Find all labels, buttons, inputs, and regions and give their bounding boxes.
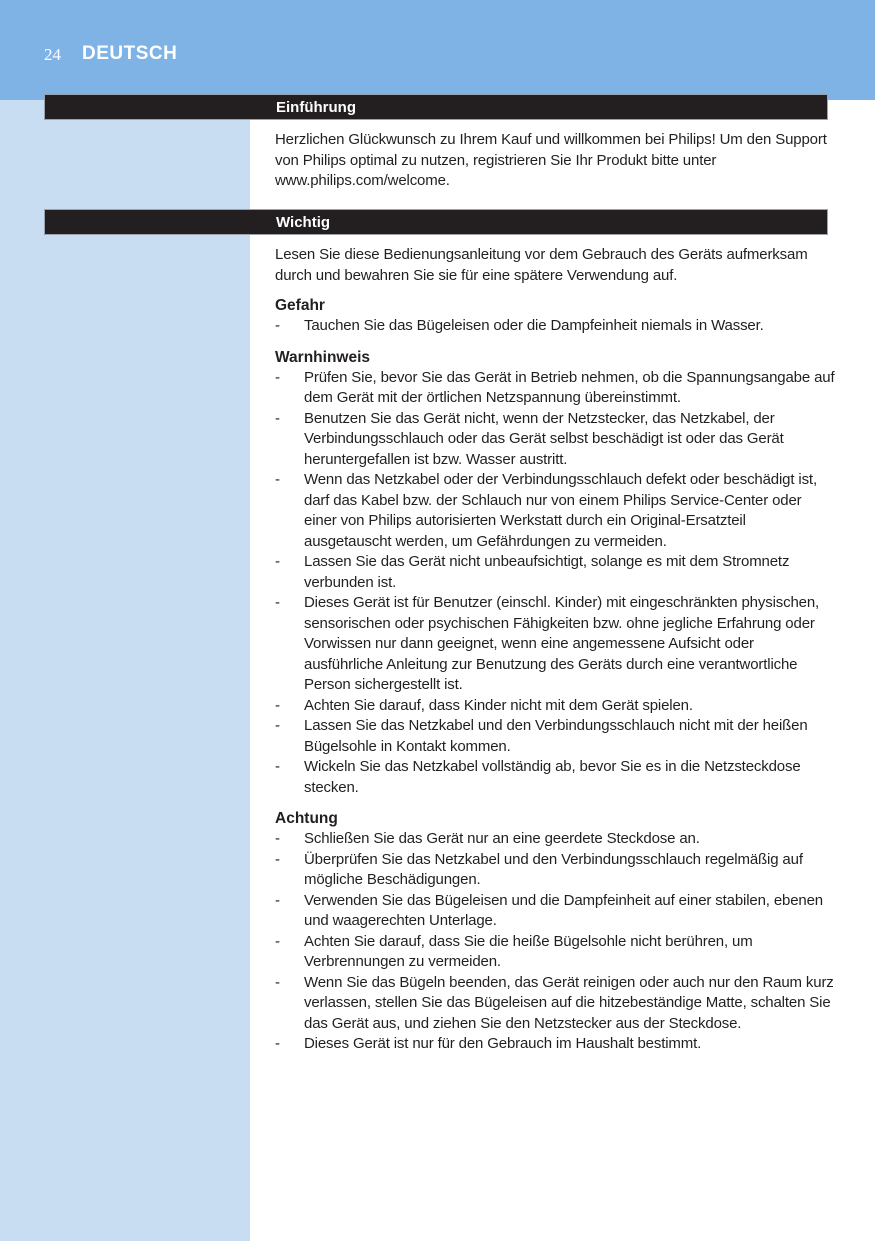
list-item (275, 973, 835, 1035)
list-item-text: Dieses Gerät ist nur für den Gebrauch im Haushalt bestimmt. (304, 1035, 702, 1052)
list-item (275, 470, 835, 552)
list-item-text: Tauchen Sie das Bügeleisen oder die Dampfeinheit niemals in Wasser. (304, 317, 764, 334)
dash-bullet: - (275, 553, 280, 570)
list-item-text: Wenn Sie das Bügeln beenden, das Gerät reinigen oder auch nur den Raum kurz verlassen, stellen Sie das Bügeleisen auf die hitzebeständige Matte, schalten Sie das Gerät aus, und ziehen Sie den Netzstecker aus der Steckdose. (304, 973, 834, 1032)
intro-paragraph: Herzlichen Glückwunsch zu Ihrem Kauf und willkommen bei Philips! Um den Support von Philips optimal zu nutzen, registrieren Sie Ihr Produkt bitte unter www.philips.com/welcome. (275, 131, 827, 189)
list-item (275, 757, 835, 798)
list-item-text: Dieses Gerät ist für Benutzer (einschl. Kinder) mit eingeschränkten physischen, sensorischen oder psychischen Fähigkeiten bzw. ohne jegliche Erfahrung oder Vorwissen nur dann geeignet, wenn eine angemessene Aufsicht oder ausführliche Anleitung zur Benutzung des Geräts durch eine verantwortliche Person sichergestellt ist. (304, 594, 820, 693)
dash-bullet: - (275, 368, 280, 386)
list-item (275, 316, 835, 337)
list-item (275, 1034, 835, 1055)
list-item (275, 696, 835, 717)
dash-bullet: - (275, 932, 280, 950)
list-item (275, 716, 835, 757)
dash-bullet: - (275, 1035, 280, 1052)
important-paragraph: Lesen Sie diese Bedienungsanleitung vor dem Gebrauch des Geräts aufmerksam durch und bewahren Sie sie für eine spätere Verwendung auf. (275, 246, 808, 284)
list-item-text: Benutzen Sie das Gerät nicht, wenn der Netzstecker, das Netzkabel, der Verbindungsschlauch oder das Gerät selbst beschädigt ist oder das Gerät heruntergefallen ist bzw. Wasser austritt. (304, 409, 784, 468)
caution-list (275, 829, 835, 1055)
list-item-text: Lassen Sie das Netzkabel und den Verbindungsschlauch nicht mit der heißen Bügelsohle in Kontakt kommen. (304, 717, 808, 755)
list-item-text: Schließen Sie das Gerät nur an eine geerdete Steckdose an. (304, 830, 700, 847)
dash-bullet: - (275, 891, 280, 909)
dash-bullet: - (275, 850, 280, 868)
danger-heading: Gefahr (275, 297, 325, 314)
list-item-text: Prüfen Sie, bevor Sie das Gerät in Betrieb nehmen, ob die Spannungsangabe auf dem Gerät mit der örtlichen Netzspannung übereinstimmt. (304, 368, 835, 406)
warning-heading: Warnhinweis (275, 348, 371, 366)
dash-bullet: - (275, 696, 280, 714)
dash-bullet: - (275, 409, 280, 427)
list-item-text: Wickeln Sie das Netzkabel vollständig ab, bevor Sie es in die Netzsteckdose stecken. (304, 758, 801, 796)
list-item (275, 409, 835, 471)
dash-bullet: - (275, 594, 280, 611)
intro-header-bar (44, 94, 828, 120)
list-item-text: Überprüfen Sie das Netzkabel und den Verbindungsschlauch regelmäßig auf mögliche Beschädigungen. (304, 850, 803, 888)
list-item (275, 829, 835, 850)
intro-heading: Einführung (276, 99, 356, 116)
list-item-text: Lassen Sie das Gerät nicht unbeaufsichtigt, solange es mit dem Stromnetz verbunden ist. (304, 553, 790, 591)
list-item (275, 932, 835, 973)
list-item-text: Achten Sie darauf, dass Kinder nicht mit dem Gerät spielen. (304, 696, 693, 714)
dash-bullet: - (275, 830, 280, 847)
page-number: 24 (44, 45, 61, 64)
dash-bullet: - (275, 317, 280, 334)
list-item (275, 850, 835, 891)
list-item-text: Wenn das Netzkabel oder der Verbindungsschlauch defekt oder beschädigt ist, darf das Kabel bzw. der Schlauch nur von einem Philips Service-Center oder einer von Philips autorisierten Werkstatt durch ein Original-Ersatzteil ausgetauscht werden, um Gefährdungen zu vermeiden. (304, 471, 817, 550)
list-item (275, 891, 835, 932)
important-section (275, 245, 835, 1055)
warning-list (275, 368, 835, 799)
language-title: DEUTSCH (82, 43, 178, 64)
danger-list (275, 316, 835, 337)
list-item (275, 552, 835, 593)
caution-heading: Achtung (275, 810, 338, 827)
intro-section (275, 130, 835, 192)
dash-bullet: - (275, 758, 280, 775)
important-header-bar (44, 209, 828, 235)
dash-bullet: - (275, 973, 280, 991)
list-item (275, 593, 835, 696)
list-item-text: Verwenden Sie das Bügeleisen und die Dampfeinheit auf einer stabilen, ebenen und waagerechten Unterlage. (304, 891, 823, 929)
dash-bullet: - (275, 717, 280, 734)
list-item (275, 368, 835, 409)
important-heading: Wichtig (276, 214, 331, 231)
dash-bullet: - (275, 471, 280, 488)
list-item-text: Achten Sie darauf, dass Sie die heiße Bügelsohle nicht berühren, um Verbrennungen zu vermeiden. (304, 932, 753, 970)
side-color-band (0, 100, 250, 1241)
